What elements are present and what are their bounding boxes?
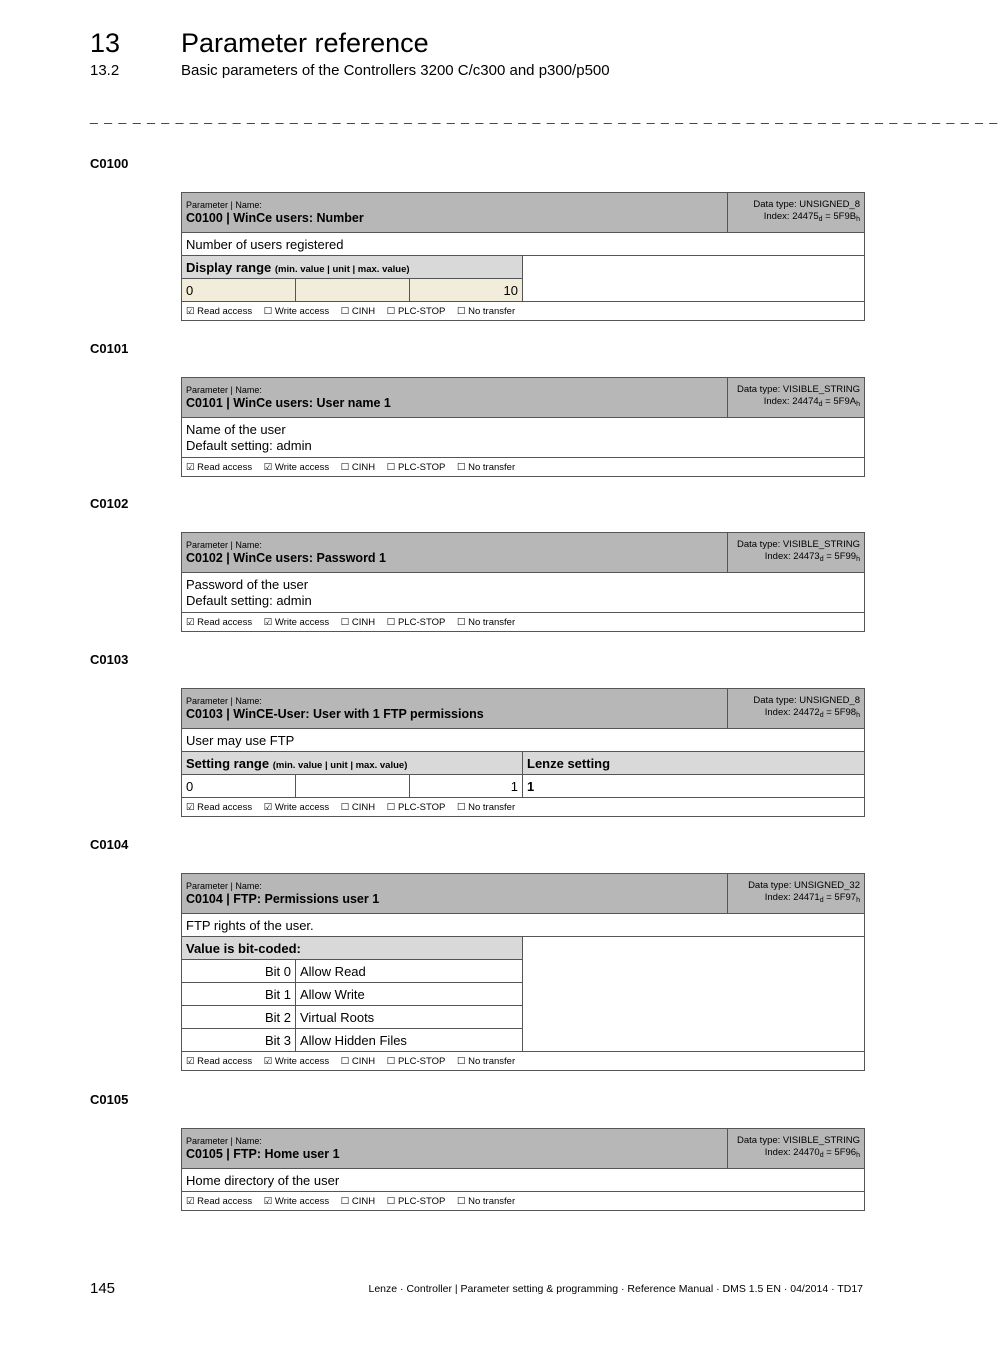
checkbox-checked-icon: ☑	[186, 616, 195, 628]
checkbox-checked-icon: ☑	[186, 801, 195, 813]
section-number: 13.2	[90, 62, 120, 79]
parameter-description: FTP rights of the user.	[182, 914, 865, 937]
parameter-label: Parameter | Name:	[186, 880, 262, 891]
bit-label: Allow Read	[296, 960, 523, 983]
parameter-table-c0100	[181, 192, 865, 321]
range-unit	[296, 279, 410, 302]
write-access-flag: ☑ Write access	[263, 616, 330, 628]
checkbox-empty-icon: ☐	[340, 616, 350, 628]
checkbox-empty-icon: ☐	[386, 461, 396, 473]
index-value: Index: $24472_d = 5F98_h$	[764, 707, 860, 719]
data-type-cell	[728, 193, 865, 233]
range-max: 1	[410, 775, 523, 798]
checkbox-empty-icon: ☐	[340, 1055, 350, 1067]
checkbox-empty-icon: ☐	[386, 1055, 396, 1067]
cinh-flag: ☐ CINH	[340, 1055, 376, 1067]
checkbox-checked-icon: ☑	[263, 461, 273, 473]
parameter-name-cell	[182, 1129, 728, 1169]
read-access-flag: ☑ Read access	[186, 616, 253, 628]
plc-stop-flag: ☐ PLC-STOP	[386, 461, 446, 473]
parameter-name: C0102 | WinCe users: Password 1	[186, 550, 386, 565]
range-min: 0	[182, 279, 296, 302]
index-value: Index: $24475_d = 5F9B_h$	[763, 211, 860, 223]
checkbox-checked-icon: ☑	[263, 801, 273, 813]
read-access-flag: ☑ Read access	[186, 1055, 253, 1067]
checkbox-empty-icon: ☐	[340, 1195, 350, 1207]
data-type: Data type: VISIBLE_STRING	[736, 384, 860, 395]
range-unit	[296, 775, 410, 798]
cinh-flag: ☐ CINH	[340, 461, 376, 473]
parameter-description: Home directory of the user	[182, 1169, 865, 1192]
access-flags	[182, 798, 865, 817]
read-access-flag: ☑ Read access	[186, 305, 253, 317]
no-transfer-flag: ☐ No transfer	[456, 305, 516, 317]
checkbox-empty-icon: ☐	[456, 305, 466, 317]
lenze-setting-header: Lenze setting	[523, 752, 865, 775]
checkbox-checked-icon: ☑	[186, 1195, 195, 1207]
data-type-cell	[728, 874, 865, 914]
access-flags	[182, 1052, 865, 1071]
data-type: Data type: UNSIGNED_32	[748, 880, 860, 891]
access-flags	[182, 613, 865, 632]
checkbox-empty-icon: ☐	[456, 1055, 466, 1067]
read-access-flag: ☑ Read access	[186, 801, 253, 813]
write-access-flag: ☐ Write access	[263, 305, 330, 317]
range-max: 10	[410, 279, 523, 302]
data-type-cell	[728, 1129, 865, 1169]
bit-label: Allow Hidden Files	[296, 1029, 523, 1052]
read-access-flag: ☑ Read access	[186, 1195, 253, 1207]
parameter-name-cell	[182, 874, 728, 914]
display-range-header: Display range (min. value | unit | max. value)	[182, 256, 523, 279]
parameter-code-heading: C0104	[90, 837, 129, 852]
page-number: 145	[90, 1280, 116, 1297]
parameter-table-c0103	[181, 688, 865, 817]
cinh-flag: ☐ CINH	[340, 801, 376, 813]
index-value: Index: $24470_d = 5F96_h$	[764, 1147, 860, 1159]
data-type: Data type: UNSIGNED_8	[753, 695, 860, 706]
parameter-label: Parameter | Name:	[186, 384, 262, 395]
chapter-number: 13	[90, 28, 121, 58]
bit-label: Virtual Roots	[296, 1006, 523, 1029]
checkbox-checked-icon: ☑	[186, 305, 195, 317]
lenze-setting-value: 1	[523, 775, 865, 798]
data-type: Data type: VISIBLE_STRING	[736, 1135, 860, 1146]
read-access-flag: ☑ Read access	[186, 461, 253, 473]
checkbox-empty-icon: ☐	[263, 305, 273, 317]
checkbox-empty-icon: ☐	[456, 801, 466, 813]
parameter-description: User may use FTP	[182, 729, 865, 752]
index-value: Index: $24474_d = 5F9A_h$	[763, 396, 860, 408]
write-access-flag: ☑ Write access	[263, 1195, 330, 1207]
parameter-name: C0100 | WinCe users: Number	[186, 210, 364, 225]
bit-label: Allow Write	[296, 983, 523, 1006]
checkbox-checked-icon: ☑	[186, 461, 195, 473]
parameter-table-c0105	[181, 1128, 865, 1211]
parameter-label: Parameter | Name:	[186, 539, 262, 550]
parameter-code-heading: C0102	[90, 496, 129, 511]
parameter-label: Parameter | Name:	[186, 1135, 262, 1146]
parameter-table-c0101	[181, 377, 865, 477]
parameter-name-cell	[182, 533, 728, 573]
parameter-code-heading: C0105	[90, 1092, 129, 1107]
bit-number: Bit 1	[182, 983, 296, 1006]
access-flags	[182, 1192, 865, 1211]
checkbox-checked-icon: ☑	[263, 1195, 273, 1207]
section-title: Basic parameters of the Controllers 3200 C/c300 and p300/p500	[181, 62, 610, 79]
parameter-name: C0103 | WinCE-User: User with 1 FTP permissions	[186, 706, 484, 721]
no-transfer-flag: ☐ No transfer	[456, 616, 516, 628]
write-access-flag: ☑ Write access	[263, 461, 330, 473]
data-type-cell	[728, 378, 865, 418]
checkbox-empty-icon: ☐	[456, 1195, 466, 1207]
no-transfer-flag: ☐ No transfer	[456, 1195, 516, 1207]
checkbox-checked-icon: ☑	[186, 1055, 195, 1067]
parameter-code-heading: C0100	[90, 156, 129, 171]
bit-number: Bit 3	[182, 1029, 296, 1052]
plc-stop-flag: ☐ PLC-STOP	[386, 801, 446, 813]
data-type: Data type: UNSIGNED_8	[753, 199, 860, 210]
parameter-code-heading: C0103	[90, 652, 129, 667]
index-value: Index: $24473_d = 5F99_h$	[764, 551, 860, 563]
checkbox-empty-icon: ☐	[456, 461, 466, 473]
access-flags	[182, 458, 865, 477]
parameter-label: Parameter | Name:	[186, 695, 262, 706]
no-transfer-flag: ☐ No transfer	[456, 801, 516, 813]
checkbox-empty-icon: ☐	[340, 461, 350, 473]
parameter-description: Name of the user Default setting: admin	[182, 418, 865, 458]
parameter-table-c0102	[181, 532, 865, 632]
checkbox-empty-icon: ☐	[386, 1195, 396, 1207]
parameter-description: Number of users registered	[182, 233, 865, 256]
setting-range-header: Setting range (min. value | unit | max. value)	[182, 752, 523, 775]
cinh-flag: ☐ CINH	[340, 616, 376, 628]
checkbox-checked-icon: ☑	[263, 616, 273, 628]
checkbox-empty-icon: ☐	[386, 305, 396, 317]
chapter-title: Parameter reference	[181, 28, 429, 58]
bit-number: Bit 2	[182, 1006, 296, 1029]
data-type-cell	[728, 533, 865, 573]
parameter-name-cell	[182, 689, 728, 729]
parameter-label: Parameter | Name:	[186, 199, 262, 210]
range-min: 0	[182, 775, 296, 798]
plc-stop-flag: ☐ PLC-STOP	[386, 1195, 446, 1207]
parameter-name: C0104 | FTP: Permissions user 1	[186, 891, 380, 906]
footer-text: Lenze · Controller | Parameter setting & programming · Reference Manual · DMS 1.5 EN · 04/2014 · TD17	[368, 1283, 863, 1295]
write-access-flag: ☑ Write access	[263, 801, 330, 813]
bitcoded-header: Value is bit-coded:	[182, 937, 523, 960]
parameter-code-heading: C0101	[90, 341, 129, 356]
plc-stop-flag: ☐ PLC-STOP	[386, 1055, 446, 1067]
empty-cell	[523, 937, 865, 1052]
data-type-cell	[728, 689, 865, 729]
checkbox-empty-icon: ☐	[386, 801, 396, 813]
checkbox-empty-icon: ☐	[456, 616, 466, 628]
parameter-name: C0101 | WinCe users: User name 1	[186, 395, 391, 410]
checkbox-checked-icon: ☑	[263, 1055, 273, 1067]
checkbox-empty-icon: ☐	[386, 616, 396, 628]
index-value: Index: $24471_d = 5F97_h$	[764, 892, 860, 904]
plc-stop-flag: ☐ PLC-STOP	[386, 305, 446, 317]
parameter-name-cell	[182, 193, 728, 233]
no-transfer-flag: ☐ No transfer	[456, 1055, 516, 1067]
cinh-flag: ☐ CINH	[340, 305, 376, 317]
write-access-flag: ☑ Write access	[263, 1055, 330, 1067]
parameter-name-cell	[182, 378, 728, 418]
empty-cell	[523, 256, 865, 302]
checkbox-empty-icon: ☐	[340, 305, 350, 317]
parameter-table-c0104	[181, 873, 865, 1071]
parameter-description: Password of the user Default setting: admin	[182, 573, 865, 613]
parameter-name: C0105 | FTP: Home user 1	[186, 1146, 340, 1161]
plc-stop-flag: ☐ PLC-STOP	[386, 616, 446, 628]
bit-number: Bit 0	[182, 960, 296, 983]
cinh-flag: ☐ CINH	[340, 1195, 376, 1207]
header-separator: _ _ _ _ _ _ _ _ _ _ _ _ _ _ _ _ _ _ _ _ _ _ _ _ _ _ _ _ _ _ _ _ _ _ _ _ _ _ _ _ _ _ _ _ _ _ _ _ _ _ _ _ _ _ _ _ _ _ _ _ _ _ _ _	[90, 108, 998, 124]
data-type: Data type: VISIBLE_STRING	[736, 539, 860, 550]
checkbox-empty-icon: ☐	[340, 801, 350, 813]
no-transfer-flag: ☐ No transfer	[456, 461, 516, 473]
access-flags	[182, 302, 865, 321]
